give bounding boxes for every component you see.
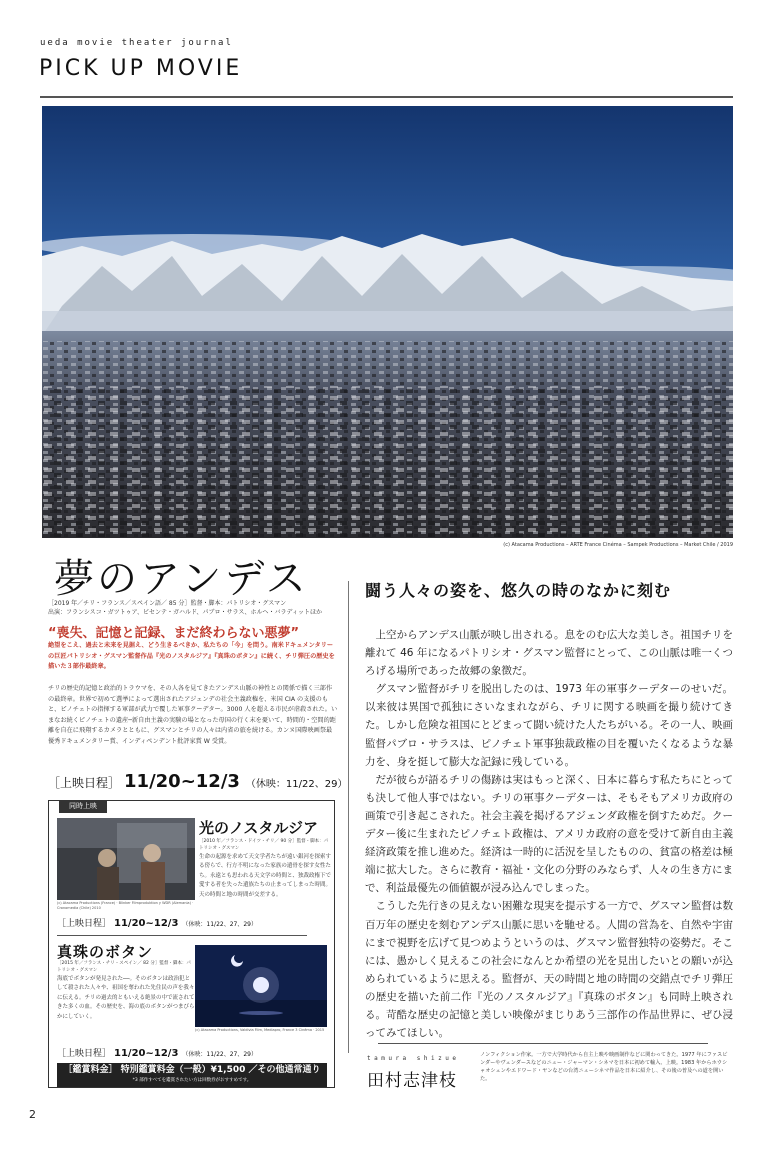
article-body (365, 626, 733, 1042)
nostalgia-photo-caption: (c) Atacama Productions (France) · Blinker Filmproduktion y WDR (Alemania) · Cronomedia (Chile) 2010 (57, 901, 194, 910)
button-synopsis: 海底でボタンが発見された──。そのボタンは政治犯として殺された人々や、祖国を奪われた先住民の声を我々に伝える。チリの過去的ともいえる絶景の中で流されてきた多くの血。その歴史を、海の底のボタンがつまびらかにしていく。 (57, 976, 195, 1020)
schedule-dates: 11/20~12/3 (124, 771, 240, 792)
journal-name: ueda movie theater journal (40, 38, 233, 48)
nostalgia-title: 光のノスタルジア (199, 819, 319, 837)
schedule-label: ［上映日程］ (48, 776, 121, 790)
button-meta: ［2015 年／フランス・チリ・スペイン／ 82 分］監督・脚本：パトリシオ・グスマン (57, 961, 191, 973)
film-schedule (48, 771, 347, 792)
page-number: 2 (29, 1108, 36, 1121)
author-roman-name: tamura shizue (367, 1055, 460, 1062)
hero-photo-santiago-andes (42, 106, 733, 538)
hero-image (42, 106, 733, 538)
fee-note: *3 部作すべてを鑑賞されたい方は回数券がおすすめです。 (132, 1078, 252, 1083)
film-lead: 絶望をこえ、過去と未来を見据え、どう生きるべきか、私たちの「今」を問う。南米ドキュメンタリーの巨匠パトリシオ・グスマン監督作品『光のノスタルジア』『真珠のボタン』に続く、チリ弾圧の歴史を描いた３部作最終章。 (48, 642, 335, 670)
button-schedule (57, 1041, 257, 1060)
button-image (195, 945, 327, 1027)
schedule-closed: （休映：11/22、29） (245, 779, 348, 790)
film-title: 夢のアンデス (54, 556, 309, 602)
double-feature-box (48, 800, 335, 1088)
film-intro: チリの歴史的記憶と政治的トラウマを、その人各を見てきたアンデス山脈の神性との関係で描く三部作の最終章。世界で初めて選挙によって選出されたアジェンデの社会主義政権を、米国 CIA の支援のもと、ピノチェトの指揮する軍部が武力で覆した軍事クーデター。3000 人を超える市民が虐殺された。いまなお続くピノチェトの遺産─新自由主義の実験の場となった母国の行く末を憂いて、時間的・空間的距離を自在に飛翔するカメラとともに、グスマンとチリの人々は内省の旅を続ける。カンヌ国際映画祭最優秀ドキュメンタリー賞、インディペンデント批評家賞 W 受賞。 (48, 685, 338, 745)
fee-main: ［鑑賞料金］ 特別鑑賞料金（一般）¥1,500 ／その他通常通り (63, 1065, 321, 1075)
nostalgia-schedule-dates: 11/20~12/3 (114, 918, 179, 929)
button-schedule-dates: 11/20~12/3 (114, 1048, 179, 1059)
section-title: PICK UP MOVIE (39, 56, 243, 81)
film-tagline: “喪失、記憶と記録、まだ終わらない悪夢” (48, 626, 300, 641)
film-meta-line1: ［2019 年／チリ・フランス／スペイン語／ 85 分］監督・脚本：パトリシオ・グスマン (48, 600, 287, 607)
fee-banner (57, 1063, 327, 1087)
button-photo (195, 945, 327, 1027)
photo-credit: (c) Atacama Productions – ARTE France Cinéma – Sampek Productions – Market Chile / 2019 (503, 542, 733, 548)
nostalgia-meta: ［2010 年／フランス・ドイツ・チリ／ 90 分］監督・脚本：パトリシオ・グスマン (199, 839, 329, 851)
film-meta (48, 600, 338, 617)
nostalgia-photo (57, 818, 195, 900)
film-meta-line2: 出演：フランシスコ・ガツトゥア、ビセンテ・ガハルド、パブロ・サラス、ホルヘ・バラディットほか (48, 608, 323, 616)
button-schedule-label: ［上映日程］ (57, 1049, 112, 1059)
article-paragraph: こうした先行きの見えない困難な現実を提示する一方で、グスマン監督は数百万年の歴史を刻むアンデス山脈に思いを馳せる。人間の営為を、自然や宇宙にまで視野を広げて見つめようというのは、グスマン監督独特の姿勢だ。そこには、愚かしく見えるこの社会になんとか希望の光を見出したいとの願いが込められているように思える。監督が、天の時間と地の時間の交錯点でチリ弾圧の歴史を描いた前二作『光のノスタルジア』『真珠のボタン』も同時上映される。苛酷な歴史の記憶と美しい映像がまじりあう三部作の作品世界に、ぜひ浸ってみてほしい。 (365, 900, 733, 1040)
button-title: 真珠のボタン (57, 943, 154, 961)
header-divider (40, 96, 733, 98)
nostalgia-schedule (57, 911, 307, 936)
author-divider (378, 1043, 708, 1044)
nostalgia-synopsis: 生命の起源を求めて天文学者たちが遠い銀河を探索する傍らで、行方不明になった家族の遺骨を探す女性たち。永遠とも思われる天文学の時間と、独裁政権下で愛する者を失った遺族たちの止まってしまった時間。天の時間と地の時間が交差する。 (199, 854, 332, 898)
author-bio: ノンフィクション作家。一方で大学時代から自主上映や映画制作などに関わってきた。1977 年にファスビンダーやヴェンダースなどのニュー・ジャーマン・シネマを日本に初めて輸入、上映。1983 年からホウシャオシェンやエドワード・ヤンなどの台湾ニューシネマ作品を日本に紹介し、その後の普及への道を開いた。 (480, 1052, 728, 1082)
nostalgia-schedule-closed: （休映：11/22、27、29） (182, 921, 257, 928)
author-name: 田村志津枝 (367, 1071, 457, 1091)
article-paragraph: グスマン監督がチリを脱出したのは、1973 年の軍事クーデターのせいだ。以来彼は異国で孤独にさいなまれながら、チリに関する映画を撮り続けてきた。しかし危険な祖国にとどまって闘い続けた人たちがいる。その一人、映画監督パブロ・サラスは、ピノチェト軍事独裁政権の目を覆いたくなるような暴力を、身を挺して膨大な記録に残している。 (365, 683, 733, 768)
article-paragraph: 上空からアンデス山脈が映し出される。息をのむ広大な美しさ。祖国チリを離れて 46 年になるパトリシオ・グスマン監督にとって、この山脈は唯一くつろげる場所であった故郷の象徴だ。 (365, 629, 733, 678)
double-feature-badge: 同時上映 (59, 800, 107, 813)
button-schedule-closed: （休映：11/22、27、29） (182, 1051, 257, 1058)
column-divider (348, 581, 349, 1053)
nostalgia-image (57, 818, 195, 900)
nostalgia-schedule-label: ［上映日程］ (57, 919, 112, 929)
article-headline: 闘う人々の姿を、悠久の時のなかに刻む (365, 581, 672, 600)
button-photo-caption: (c) Atacama Productions, Valdivia Film, Mediapro, France 3 Cinéma · 2015 (195, 1028, 325, 1032)
article-paragraph: だが彼らが語るチリの傷跡は実はもっと深く、日本に暮らす私たちにとっても決して他人事ではない。チリの軍事クーデターは、そもそもアメリカ政府の画策で引き起こされた。社会主義を掲げるアジェンダ政権を倒すためだ。クーデター後に生まれたピノチェト政権は、アメリカ政府の意を受けて新自由主義経済政策を推し進めた。経済は一時的に活況を呈したものの、貧富の格差は極端に拡大した。さらに教育・福祉・文化の分野のみならず、人々の生き方にまで、利益最優先の価値観が浸み込んでしまった。 (365, 773, 733, 895)
